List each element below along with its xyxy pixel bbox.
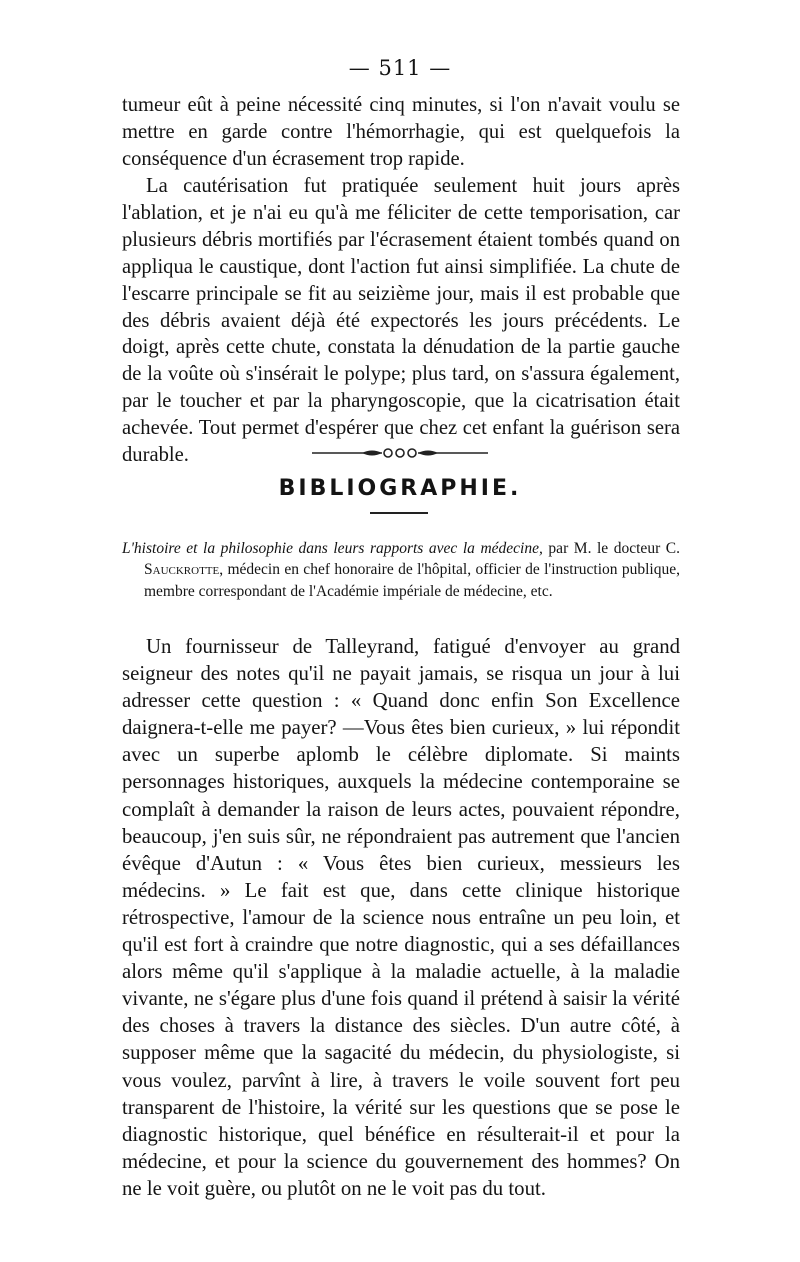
- paragraph-continued: tumeur eût à peine nécessité cinq minutes, si l'on n'avait voulu se mettre en garde contre l'hémorrhagie, qui est quelquefois la conséquence d'un écrasement trop rapide.: [122, 94, 680, 170]
- citation-details: , médecin en chef honoraire de l'hôpital, officier de l'instruction publique, membre correspondant de l'Académie impériale de médecine, etc.: [144, 561, 680, 600]
- citation-title: L'histoire et la philosophie dans leurs rapports avec la médecine,: [122, 540, 543, 557]
- paragraph-review: Un fournisseur de Talleyrand, fatigué d'envoyer au grand seigneur des notes qu'il ne payait jamais, se risqua un jour à lui adresser cette question : « Quand donc enfin Son Excellence daignera-t-elle me payer? —Vous êtes bien curieux, » lui répondit avec un superbe aplomb le célèbre diplomate. Si maints personnages historiques, auxquels la médecine contemporaine se complaît à demander la raison de leurs actes, pouvaient répondre, beaucoup, j'en suis sûr, ne répondraient pas autrement que l'ancien évêque d'Autun : « Vous êtes bien curieux, messieurs les médecins. » Le fait est que, dans cette clinique historique rétrospective, l'amour de la science nous entraîne un peu loin, et qu'il est fort à craindre que notre diagnostic, qui a ses défaillances alors même qu'il s'applique à la maladie actuelle, à la maladie vivante, ne s'égare plus d'une fois quand il prétend à saisir la vérité des choses à travers la distance des siècles. D'un autre côté, à supposer même que la sagacité du médecin, du physiologiste, si vous voulez, parvînt à lire, à travers le voile souvent fort peu transparent de l'histoire, la vérité sur les questions que se pose le diagnostic historique, quel bénéfice en résulterait-il et pour la médecine, et pour la science du gouvernement des hommes? On ne le voit guère, ou plutôt on ne le voit pas du tout.: [122, 635, 680, 1200]
- paragraph-cauterisation: La cautérisation fut pratiquée seulement huit jours après l'ablation, et je n'ai eu qu'à me féliciter de cette temporisation, car plusieurs débris mortifiés par l'écrasement étaient tombés quand on appliqua le caustique, dont l'action fut ainsi simplifiée. La chute de l'escarre principale se fit au seizième jour, mais il est probable que des débris avaient déjà été expectorés les jours précédents. Le doigt, après cette chute, constata la dénudation de la partie gauche de la voûte où s'insérait le polype; plus tard, on s'assura également, par le toucher et par la pharyngoscopie, que la cicatrisation était achevée. Tout permet d'espérer que chez cet enfant la guérison sera durable.: [122, 175, 680, 467]
- ornament-divider: [312, 447, 488, 459]
- section-heading: BIBLIOGRAPHIE.: [278, 476, 522, 501]
- page-number: — 511 —: [348, 56, 452, 80]
- heading-rule: [370, 512, 428, 514]
- bibliographic-citation: [122, 538, 680, 602]
- citation-by: par M. le docteur C.: [542, 540, 681, 557]
- citation-author: Sauckrotte: [144, 561, 220, 579]
